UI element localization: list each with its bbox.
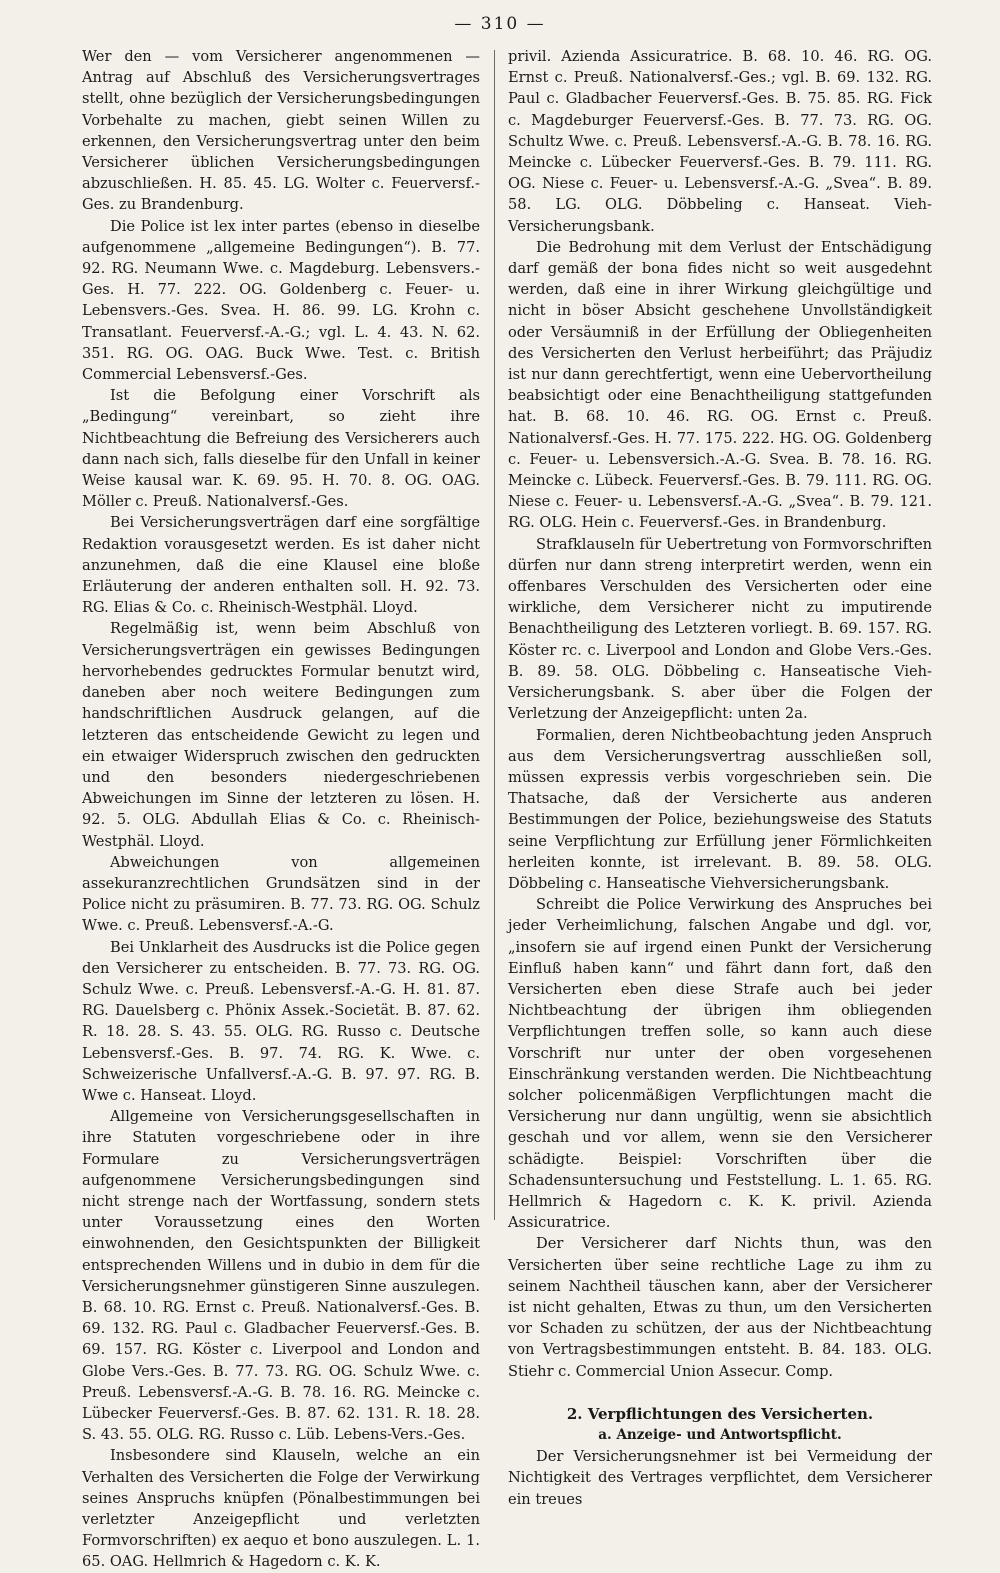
right-column xyxy=(508,46,932,1510)
paragraph: Ist die Befolgung einer Vorschrift als „Bedingung“ vereinbart, so zieht ihre Nichtbeachtung die Befreiung des Versicherers auch dann nach sich, falls dieselbe für den Unfall in keiner Weise kausal war. K. 69. 95. H. 70. 8. OG. OAG. Möller c. Preuß. Nationalversf.-Ges. xyxy=(82,387,480,511)
paragraph: Strafklauseln für Uebertretung von Formvorschriften dürfen nur dann streng interpretirt werden, wenn ein offenbares Verschulden des Versicherten oder eine wirkliche, dem Versicherer nicht zu imputirende Benachtheiligung des Letzteren vorliegt. B. 69. 157. RG. Köster rc. c. Liverpool and London and Globe Vers.-Ges. B. 89. 58. OLG. Döbbeling c. Hanseatische Vieh-Versicherungsbank. S. aber über die Folgen der Verletzung der Anzeigepflicht: unten 2a. xyxy=(508,535,932,723)
paragraph: Insbesondere sind Klauseln, welche an ein Verhalten des Versicherten die Folge der Verwirkung seines Anspruchs knüpfen (Pönalbestimmungen bei verletzter Anzeigepflicht und verletzten Formvorschriften) ex aequo et bono auszulegen. L. 1. 65. OAG. Hellmrich & Hagedorn c. K. K. xyxy=(82,1447,480,1571)
paragraph: Schreibt die Police Verwirkung des Anspruches bei jeder Verheimlichung, falschen Angabe und dgl. vor, „insofern sie auf irgend einen Punkt der Versicherung Einfluß haben kann“ und fährt dann fort, daß den Versicherten eben diese Strafe auch bei jeder Nichtbeachtung der übrigen ihm obliegenden Verpflichtungen treffen solle, so kann auch diese Vorschrift nur unter der oben vorgesehenen Einschränkung verstanden werden. Die Nichtbeachtung solcher policenmäßigen Verpflichtungen macht die Versicherung nur dann ungültig, wenn sie absichtlich geschah und vor allem, wenn sie den Versicherer schädigte. Beispiel: Vorschriften über die Schadensuntersuchung und Feststellung. L. 1. 65. RG. Hellmrich & Hagedorn c. K. K. privil. Azienda Assicuratrice. xyxy=(508,896,932,1232)
column-divider xyxy=(494,50,495,1220)
page-number: — 310 — xyxy=(454,14,546,34)
paragraph: Der Versicherer darf Nichts thun, was den Versicherten über seine rechtliche Lage zu ihm zu seinem Nachtheil täuschen kann, aber der Versicherer ist nicht gehalten, Etwas zu thun, um den Versicherten vor Schaden zu schützen, der aus der Nichtbeachtung von Vertragsbestimmungen entsteht. B. 84. 183. OLG. Stiehr c. Commercial Union Assecur. Comp. xyxy=(508,1235,932,1380)
paragraph: Formalien, deren Nichtbeobachtung jeden Anspruch aus dem Versicherungsvertrag ausschließen soll, müssen expressis verbis vorgeschrieben sein. Die Thatsache, daß der Versicherte aus anderen Bestimmungen der Police, beziehungsweise des Statuts seine Verpflichtung zur Erfüllung jener Förmlichkeiten herleiten konnte, ist irrelevant. B. 89. 58. OLG. Döbbeling c. Hanseatische Viehversicherungsbank. xyxy=(508,726,932,892)
paragraph: Bei Unklarheit des Ausdrucks ist die Police gegen den Versicherer zu entscheiden. B. 77. 73. RG. OG. Schulz Wwe. c. Preuß. Lebensversf.-A.-G. H. 81. 87. RG. Dauelsberg c. Phönix Assek.-Societät. B. 87. 62. R. 18. 28. S. 43. 55. OLG. RG. Russo c. Deutsche Lebensversf.-Ges. B. 97. 74. RG. K. Wwe. c. Schweizerische Unfallversf.-A.-G. B. 97. 97. RG. B. Wwe c. Hanseat. Lloyd. xyxy=(82,938,480,1104)
paragraph: Wer den — vom Versicherer angenommenen — Antrag auf Abschluß des Versicherungsvertrages stellt, ohne bezüglich der Versicherungsbedingungen Vorbehalte zu machen, giebt seinen Willen zu erkennen, den Versicherungsvertrag unter den beim Versicherer üblichen Versicherungsbedingungen abzuschließen. H. 85. 45. LG. Wolter c. Feuerversf.-Ges. zu Brandenburg. xyxy=(82,48,480,214)
paragraph: Abweichungen von allgemeinen assekuranzrechtlichen Grundsätzen sind in der Police nicht zu präsumiren. B. 77. 73. RG. OG. Schulz Wwe. c. Preuß. Lebensversf.-A.-G. xyxy=(82,853,480,935)
left-column xyxy=(82,46,480,1573)
paragraph: Bei Versicherungsverträgen darf eine sorgfältige Redaktion vorausgesetzt werden. Es ist daher nicht anzunehmen, daß die eine Klausel eine bloße Erläuterung der anderen enthalten soll. H. 92. 73. RG. Elias & Co. c. Rheinisch-Westphäl. Lloyd. xyxy=(82,514,480,617)
paragraph: Allgemeine von Versicherungsgesellschaften in ihre Statuten vorgeschriebene oder in ihre Formulare zu Versicherungsverträgen aufgenommene Versicherungsbedingungen sind nicht strenge nach der Wortfassung, sondern stets unter Voraussetzung eines den Worten einwohnenden, den Gesichtspunkten der Billigkeit entsprechenden Willens und in dubio in dem für die Versicherungsnehmer günstigeren Sinne auszulegen. B. 68. 10. RG. Ernst c. Preuß. Nationalversf.-Ges. B. 69. 132. RG. Paul c. Gladbacher Feuerversf.-Ges. B. 69. 157. RG. Köster c. Liverpool and London and Globe Vers.-Ges. B. 77. 73. RG. OG. Schulz Wwe. c. Preuß. Lebensversf.-A.-G. B. 78. 16. RG. Meincke c. Lübecker Feuerversf.-Ges. B. 87. 62. 131. R. 18. 28. S. 43. 55. OLG. RG. Russo c. Lüb. Lebens-Vers.-Ges. xyxy=(82,1108,480,1444)
paragraph: Die Police ist lex inter partes (ebenso in dieselbe aufgenommene „allgemeine Bedingungen“). B. 77. 92. RG. Neumann Wwe. c. Magdeburg. Lebensvers.-Ges. H. 77. 222. OG. Goldenberg c. Feuer- u. Lebensvers.-Ges. Svea. H. 86. 99. LG. Krohn c. Transatlant. Feuerversf.-A.-G.; vgl. L. 4. 43. N. 62. 351. RG. OG. OAG. Buck Wwe. Test. c. British Commercial Lebensversf.-Ges. xyxy=(82,217,480,384)
paragraph: Die Bedrohung mit dem Verlust der Entschädigung darf gemäß der bona fides nicht so weit ausgedehnt werden, daß eine in ihrer Wirkung gleichgültige und nicht in böser Absicht geschehene Unvollständigkeit oder Versäumniß in der Erfüllung der Obliegenheiten des Versicherten den Verlust herbeiführt; das Präjudiz ist nur dann gerechtfertigt, wenn eine Uebervortheilung beabsichtigt oder eine Benachtheiligung stattgefunden hat. B. 68. 10. 46. RG. OG. Ernst c. Preuß. Nationalversf.-Ges. H. 77. 175. 222. HG. OG. Goldenberg c. Feuer- u. Lebensversich.-A.-G. Svea. B. 78. 16. RG. Meincke c. Lübeck. Feuerversf.-Ges. B. 79. 111. RG. OG. Niese c. Feuer- u. Lebensversf.-A.-G. „Svea“. B. 79. 121. RG. OLG. Hein c. Feuerversf.-Ges. in Brandenburg. xyxy=(508,238,932,532)
section-heading: 2. Verpflichtungen des Versicherten. xyxy=(566,1404,874,1423)
subsection-heading: a. Anzeige- und Antwortspflicht. xyxy=(598,1427,842,1443)
paragraph: privil. Azienda Assicuratrice. B. 68. 10. 46. RG. OG. Ernst c. Preuß. Nationalversf.-Ges.; vgl. B. 69. 132. RG. Paul c. Gladbacher Feuerversf.-Ges. B. 75. 85. RG. Fick c. Magdeburger Feuerversf.-Ges. B. 77. 73. RG. OG. Schultz Wwe. c. Preuß. Lebensversf.-A.-G. B. 78. 16. RG. Meincke c. Lübecker Feuerversf.-Ges. B. 79. 111. RG. OG. Niese c. Feuer- u. Lebensversf.-A.-G. „Svea“. B. 89. 58. LG. OLG. Döbbeling c. Hanseat. Vieh-Versicherungsbank. xyxy=(508,48,932,235)
closing-paragraph: Der Versicherungsnehmer ist bei Vermeidung der Nichtigkeit des Vertrages verpflichtet, dem Versicherer ein treues xyxy=(508,1448,932,1508)
paragraph: Regelmäßig ist, wenn beim Abschluß von Versicherungsverträgen ein gewisses Bedingungen hervorhebendes gedrucktes Formular benutzt wird, daneben aber noch weitere Bedingungen zum handschriftlichen Ausdruck gelangen, auf die letzteren das entscheidende Gewicht zu legen und ein etwaiger Widerspruch zwischen den gedruckten und den besonders niedergeschriebenen Abweichungen im Sinne der letzteren zu lösen. H. 92. 5. OLG. Abdullah Elias & Co. c. Rheinisch-Westphäl. Lloyd. xyxy=(82,620,480,850)
